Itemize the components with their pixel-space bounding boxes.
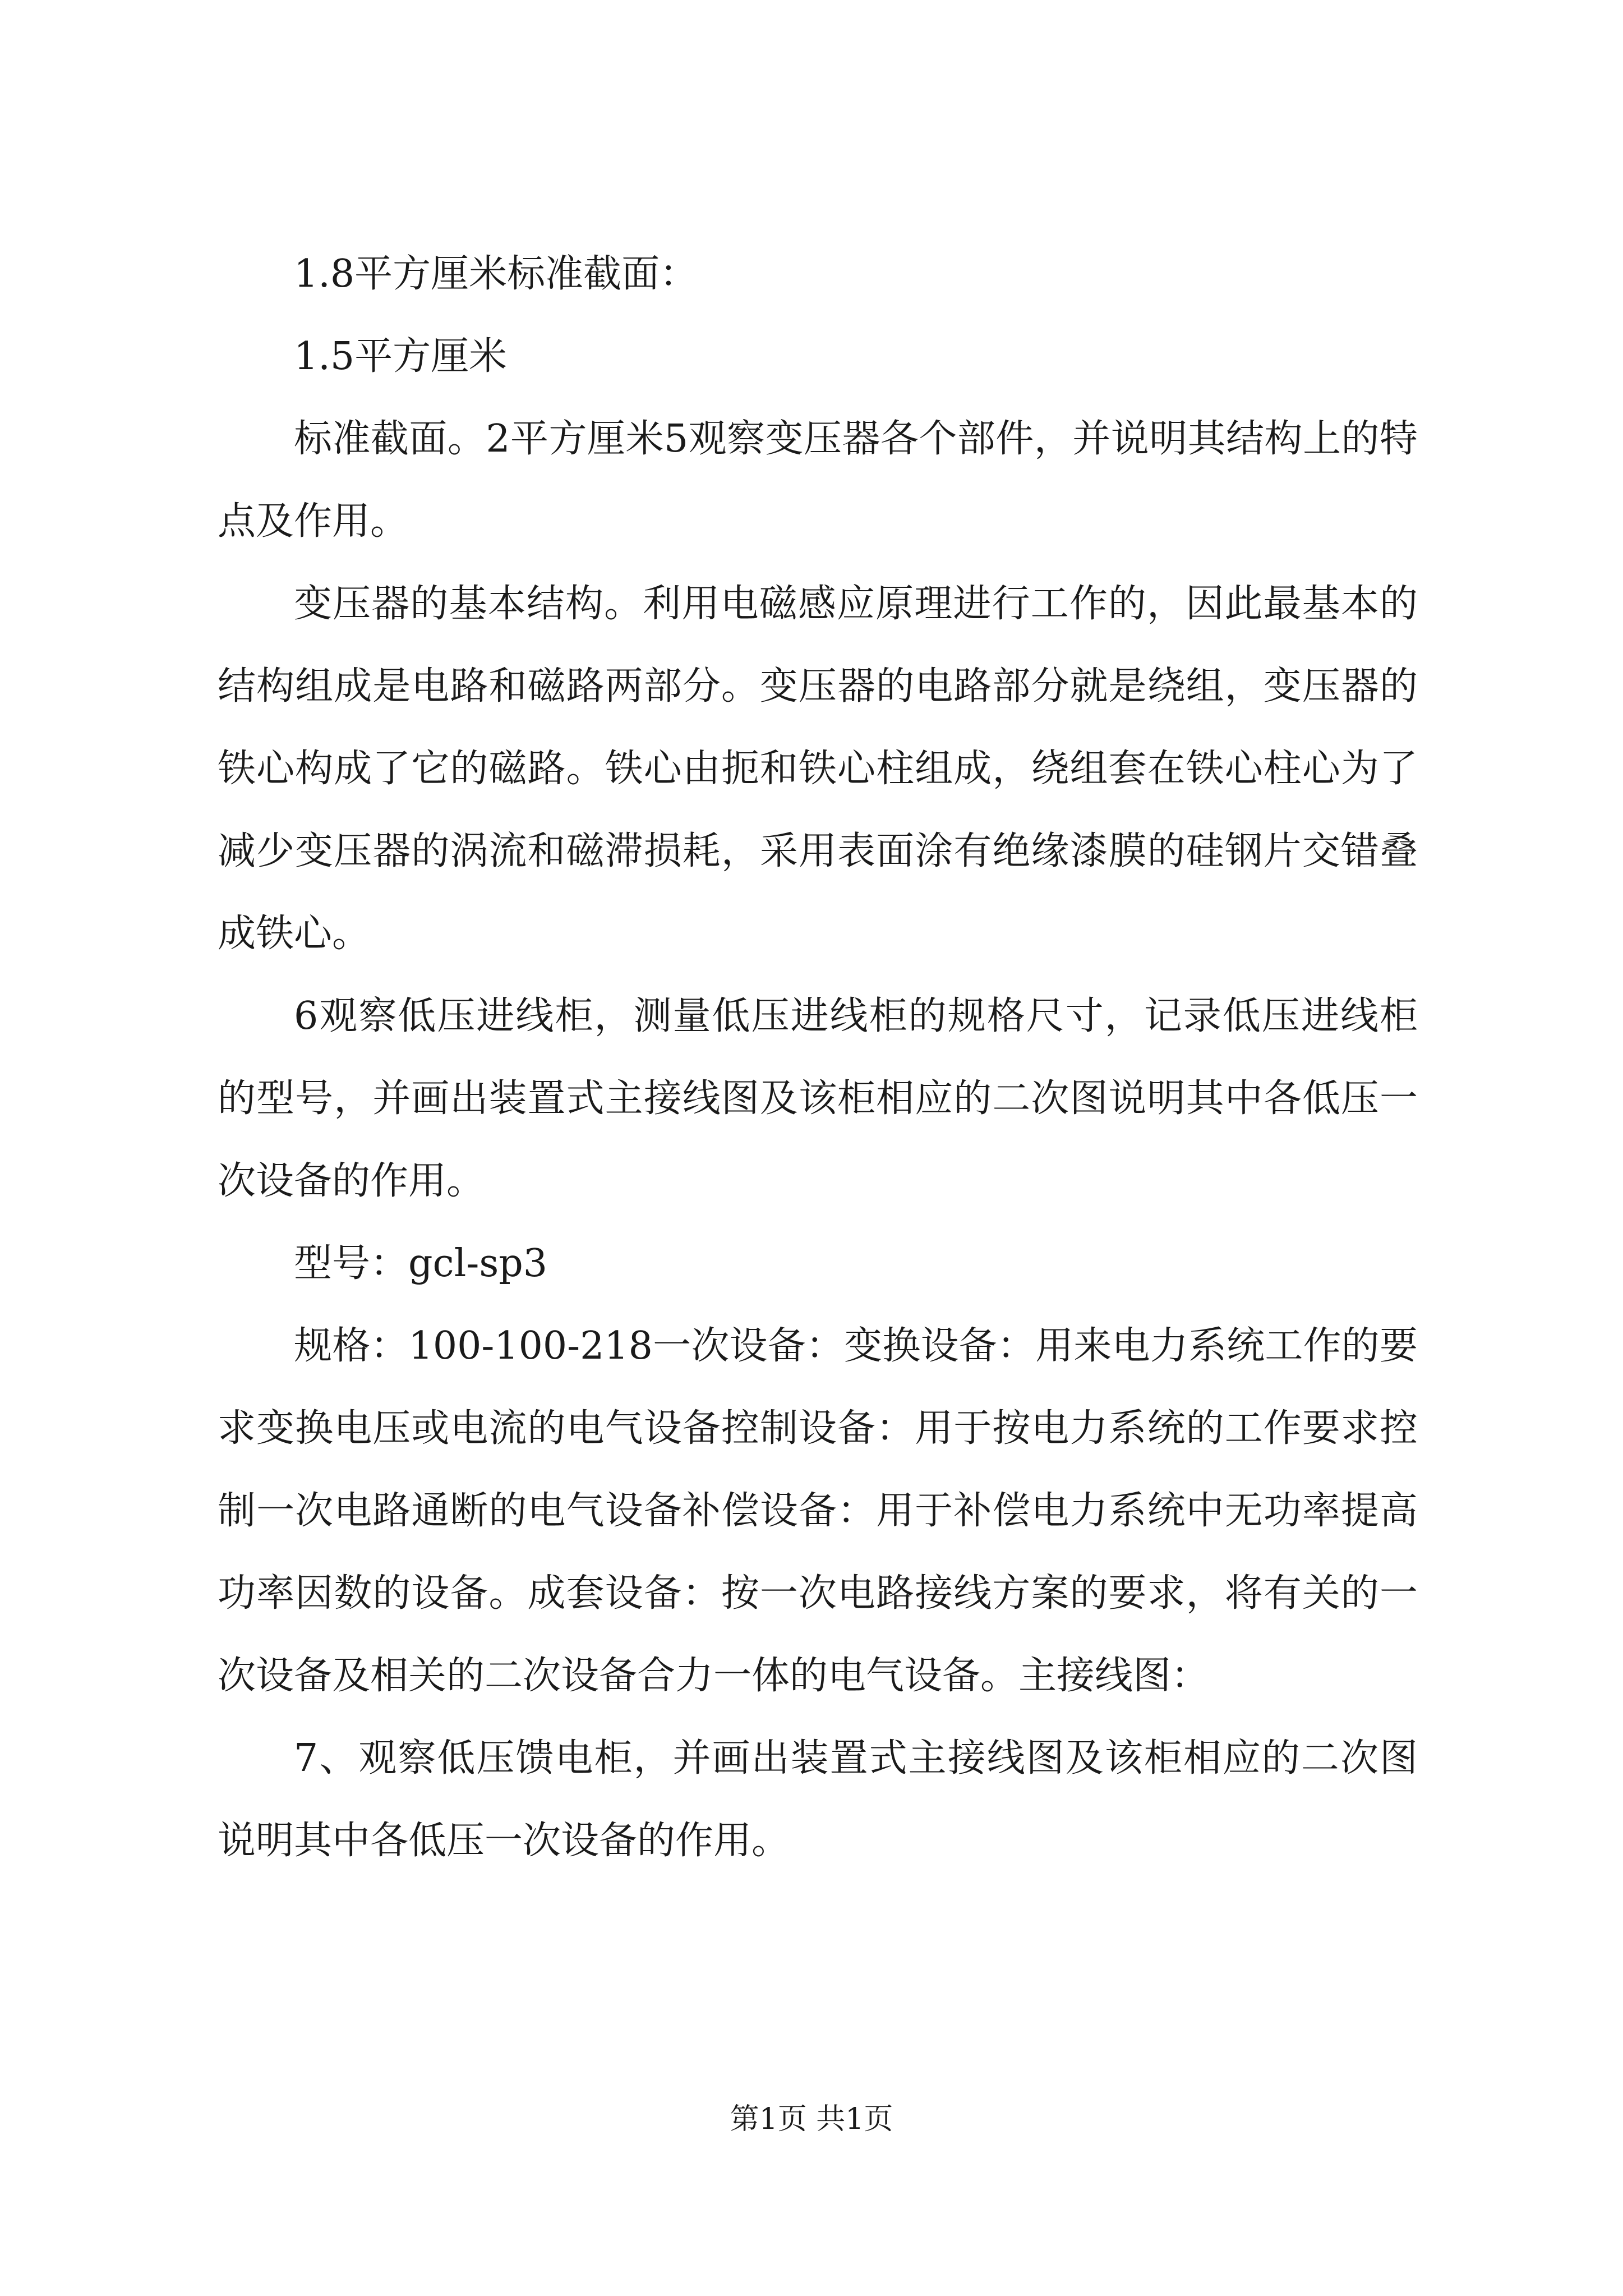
paragraph-8: 7、观察低压馈电柜，并画出装置式主接线图及该柜相应的二次图说明其中各低压一次设备的作用。	[218, 1736, 1418, 1863]
paragraph-4: 变压器的基本结构。利用电磁感应原理进行工作的，因此最基本的结构组成是电路和磁路两部分。变压器的电路部分就是绕组，变压器的铁心构成了它的磁路。铁心由扼和铁心柱组成，绕组套在铁心柱心为了减少变压器的涡流和磁滞损耗，采用表面涂有绝缘漆膜的硅钢片交错叠成铁心。	[218, 582, 1418, 956]
paragraph-5: 6观察低压进线柜，测量低压进线柜的规格尺寸，记录低压进线柜的型号，并画出装置式主接线图及该柜相应的二次图说明其中各低压一次设备的作用。	[218, 994, 1418, 1203]
paragraph-2: 1.5平方厘米	[294, 334, 508, 379]
page-footer: 第1页 共1页	[730, 2102, 893, 2136]
paragraph-1: 1.8平方厘米标准截面：	[294, 252, 698, 296]
paragraph-7: 规格：100-100-218一次设备：变换设备：用来电力系统工作的要求变换电压或电流的电气设备控制设备：用于按电力系统的工作要求控制一次电路通断的电气设备补偿设备：用于补偿电力系统中无功率提高功率因数的设备。成套设备：按一次电路接线方案的要求，将有关的一次设备及相关的二次设备合力一体的电气设备。主接线图：	[218, 1324, 1418, 1698]
document-body	[218, 233, 1418, 1882]
paragraph-3: 标准截面。2平方厘米5观察变压器各个部件，并说明其结构上的特点及作用。	[218, 417, 1418, 544]
paragraph-6: 型号：gcl-sp3	[294, 1241, 548, 1286]
